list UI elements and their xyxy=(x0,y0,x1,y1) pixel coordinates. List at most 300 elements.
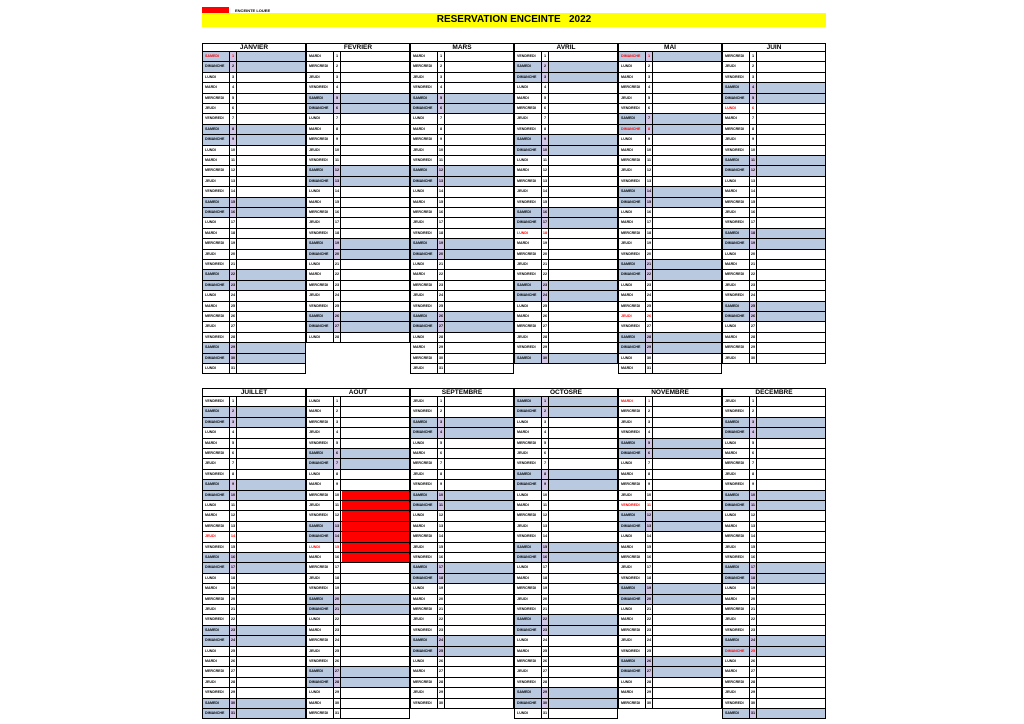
day-row[interactable] xyxy=(618,229,722,239)
day-row[interactable] xyxy=(410,104,514,114)
booking-cell[interactable] xyxy=(550,439,617,448)
day-row[interactable] xyxy=(722,699,826,709)
booking-cell[interactable] xyxy=(654,636,721,645)
day-row[interactable] xyxy=(618,636,722,646)
booking-cell[interactable] xyxy=(550,574,617,583)
day-row[interactable] xyxy=(618,322,722,332)
day-row[interactable] xyxy=(202,135,306,145)
booking-cell[interactable] xyxy=(550,83,617,92)
day-row[interactable] xyxy=(514,177,618,187)
booking-cell[interactable] xyxy=(758,636,825,645)
booking-cell[interactable] xyxy=(238,605,305,614)
booking-cell[interactable] xyxy=(550,229,617,238)
day-row[interactable] xyxy=(306,302,410,312)
booking-cell[interactable] xyxy=(550,270,617,279)
day-row[interactable] xyxy=(306,208,410,218)
day-row[interactable] xyxy=(202,114,306,124)
booking-cell[interactable] xyxy=(758,605,825,614)
booking-cell[interactable] xyxy=(238,657,305,666)
booking-cell[interactable] xyxy=(238,312,305,321)
day-row[interactable] xyxy=(618,198,722,208)
day-row[interactable] xyxy=(722,302,826,312)
booking-cell[interactable] xyxy=(342,615,409,624)
day-row[interactable] xyxy=(722,584,826,594)
day-row[interactable] xyxy=(514,657,618,667)
day-row[interactable] xyxy=(514,114,618,124)
booking-cell[interactable] xyxy=(758,135,825,144)
booking-cell[interactable] xyxy=(446,511,513,520)
booking-cell[interactable] xyxy=(446,553,513,562)
day-row[interactable] xyxy=(202,667,306,677)
booking-cell[interactable] xyxy=(550,470,617,479)
day-row[interactable] xyxy=(202,470,306,480)
day-row[interactable] xyxy=(410,480,514,490)
day-row[interactable] xyxy=(722,322,826,332)
day-row[interactable] xyxy=(306,636,410,646)
day-row[interactable] xyxy=(306,647,410,657)
booking-cell[interactable] xyxy=(342,333,409,342)
day-row[interactable] xyxy=(722,543,826,553)
booking-cell[interactable] xyxy=(342,104,409,113)
day-row[interactable] xyxy=(514,291,618,301)
day-row[interactable] xyxy=(514,156,618,166)
booking-cell[interactable] xyxy=(342,281,409,290)
booking-cell[interactable] xyxy=(654,198,721,207)
day-row[interactable] xyxy=(202,187,306,197)
day-row[interactable] xyxy=(514,667,618,677)
booking-cell[interactable] xyxy=(446,291,513,300)
day-row[interactable] xyxy=(514,543,618,553)
booking-cell[interactable] xyxy=(446,343,513,352)
booking-cell[interactable] xyxy=(758,239,825,248)
day-row[interactable] xyxy=(202,459,306,469)
booking-cell[interactable] xyxy=(342,595,409,604)
day-row[interactable] xyxy=(410,470,514,480)
day-row[interactable] xyxy=(618,574,722,584)
booking-cell[interactable] xyxy=(342,166,409,175)
day-row[interactable] xyxy=(514,709,618,719)
day-row[interactable] xyxy=(514,198,618,208)
booking-cell[interactable] xyxy=(550,563,617,572)
booking-cell[interactable] xyxy=(238,511,305,520)
booking-cell[interactable] xyxy=(342,94,409,103)
day-row[interactable] xyxy=(618,511,722,521)
booking-cell[interactable] xyxy=(446,584,513,593)
day-row[interactable] xyxy=(618,626,722,636)
day-row[interactable] xyxy=(722,428,826,438)
booking-cell[interactable] xyxy=(758,187,825,196)
booking-cell[interactable] xyxy=(654,543,721,552)
booking-cell[interactable] xyxy=(654,270,721,279)
booking-cell[interactable] xyxy=(758,62,825,71)
day-row[interactable] xyxy=(306,626,410,636)
day-row[interactable] xyxy=(722,397,826,407)
booking-cell[interactable] xyxy=(550,281,617,290)
day-row[interactable] xyxy=(410,62,514,72)
day-row[interactable] xyxy=(306,62,410,72)
day-row[interactable] xyxy=(618,354,722,364)
day-row[interactable] xyxy=(410,354,514,364)
day-row[interactable] xyxy=(722,166,826,176)
booking-cell[interactable] xyxy=(446,260,513,269)
day-row[interactable] xyxy=(202,62,306,72)
day-row[interactable] xyxy=(514,428,618,438)
day-row[interactable] xyxy=(306,657,410,667)
day-row[interactable] xyxy=(202,491,306,501)
day-row[interactable] xyxy=(618,343,722,353)
booking-cell[interactable] xyxy=(342,322,409,331)
day-row[interactable] xyxy=(618,83,722,93)
day-row[interactable] xyxy=(514,166,618,176)
booking-cell[interactable] xyxy=(238,218,305,227)
booking-cell[interactable] xyxy=(758,104,825,113)
day-row[interactable] xyxy=(618,250,722,260)
booking-cell[interactable] xyxy=(446,480,513,489)
booking-cell[interactable] xyxy=(758,678,825,687)
booking-cell[interactable] xyxy=(446,678,513,687)
day-row[interactable] xyxy=(618,104,722,114)
reserved-cell[interactable] xyxy=(342,511,409,520)
booking-cell[interactable] xyxy=(446,595,513,604)
booking-cell[interactable] xyxy=(342,114,409,123)
booking-cell[interactable] xyxy=(342,709,409,718)
booking-cell[interactable] xyxy=(238,322,305,331)
booking-cell[interactable] xyxy=(446,52,513,61)
booking-cell[interactable] xyxy=(758,407,825,416)
booking-cell[interactable] xyxy=(550,312,617,321)
booking-cell[interactable] xyxy=(758,667,825,676)
booking-cell[interactable] xyxy=(342,459,409,468)
booking-cell[interactable] xyxy=(238,177,305,186)
day-row[interactable] xyxy=(202,543,306,553)
booking-cell[interactable] xyxy=(758,125,825,134)
day-row[interactable] xyxy=(514,626,618,636)
day-row[interactable] xyxy=(410,532,514,542)
booking-cell[interactable] xyxy=(238,532,305,541)
booking-cell[interactable] xyxy=(550,218,617,227)
day-row[interactable] xyxy=(410,615,514,625)
booking-cell[interactable] xyxy=(654,501,721,510)
day-row[interactable] xyxy=(514,532,618,542)
day-row[interactable] xyxy=(306,291,410,301)
day-row[interactable] xyxy=(618,563,722,573)
booking-cell[interactable] xyxy=(342,62,409,71)
day-row[interactable] xyxy=(410,407,514,417)
booking-cell[interactable] xyxy=(654,146,721,155)
day-row[interactable] xyxy=(514,187,618,197)
booking-cell[interactable] xyxy=(446,135,513,144)
booking-cell[interactable] xyxy=(238,125,305,134)
booking-cell[interactable] xyxy=(238,62,305,71)
booking-cell[interactable] xyxy=(550,511,617,520)
day-row[interactable] xyxy=(410,647,514,657)
day-row[interactable] xyxy=(306,511,410,521)
day-row[interactable] xyxy=(514,449,618,459)
booking-cell[interactable] xyxy=(550,647,617,656)
booking-cell[interactable] xyxy=(550,636,617,645)
day-row[interactable] xyxy=(722,260,826,270)
day-row[interactable] xyxy=(306,709,410,719)
booking-cell[interactable] xyxy=(654,229,721,238)
booking-cell[interactable] xyxy=(446,187,513,196)
booking-cell[interactable] xyxy=(654,62,721,71)
booking-cell[interactable] xyxy=(654,699,721,708)
day-row[interactable] xyxy=(514,636,618,646)
day-row[interactable] xyxy=(514,73,618,83)
day-row[interactable] xyxy=(514,239,618,249)
booking-cell[interactable] xyxy=(654,459,721,468)
day-row[interactable] xyxy=(202,260,306,270)
reserved-cell[interactable] xyxy=(342,491,409,500)
booking-cell[interactable] xyxy=(550,407,617,416)
day-row[interactable] xyxy=(722,73,826,83)
booking-cell[interactable] xyxy=(758,470,825,479)
booking-cell[interactable] xyxy=(446,397,513,406)
booking-cell[interactable] xyxy=(654,250,721,259)
day-row[interactable] xyxy=(410,239,514,249)
booking-cell[interactable] xyxy=(758,615,825,624)
day-row[interactable] xyxy=(618,522,722,532)
day-row[interactable] xyxy=(722,491,826,501)
booking-cell[interactable] xyxy=(758,522,825,531)
booking-cell[interactable] xyxy=(654,239,721,248)
booking-cell[interactable] xyxy=(550,678,617,687)
booking-cell[interactable] xyxy=(238,459,305,468)
booking-cell[interactable] xyxy=(654,52,721,61)
day-row[interactable] xyxy=(618,584,722,594)
booking-cell[interactable] xyxy=(758,397,825,406)
booking-cell[interactable] xyxy=(654,605,721,614)
booking-cell[interactable] xyxy=(238,270,305,279)
day-row[interactable] xyxy=(722,135,826,145)
day-row[interactable] xyxy=(618,449,722,459)
booking-cell[interactable] xyxy=(238,407,305,416)
day-row[interactable] xyxy=(410,260,514,270)
day-row[interactable] xyxy=(514,229,618,239)
booking-cell[interactable] xyxy=(758,449,825,458)
day-row[interactable] xyxy=(410,501,514,511)
day-row[interactable] xyxy=(306,418,410,428)
day-row[interactable] xyxy=(514,574,618,584)
booking-cell[interactable] xyxy=(654,94,721,103)
day-row[interactable] xyxy=(722,218,826,228)
day-row[interactable] xyxy=(410,187,514,197)
day-row[interactable] xyxy=(202,428,306,438)
day-row[interactable] xyxy=(306,125,410,135)
booking-cell[interactable] xyxy=(342,125,409,134)
day-row[interactable] xyxy=(722,563,826,573)
day-row[interactable] xyxy=(514,470,618,480)
day-row[interactable] xyxy=(410,312,514,322)
day-row[interactable] xyxy=(410,688,514,698)
booking-cell[interactable] xyxy=(758,83,825,92)
day-row[interactable] xyxy=(618,428,722,438)
booking-cell[interactable] xyxy=(654,595,721,604)
booking-cell[interactable] xyxy=(550,239,617,248)
day-row[interactable] xyxy=(722,156,826,166)
booking-cell[interactable] xyxy=(758,333,825,342)
booking-cell[interactable] xyxy=(758,480,825,489)
booking-cell[interactable] xyxy=(238,104,305,113)
day-row[interactable] xyxy=(618,281,722,291)
booking-cell[interactable] xyxy=(758,52,825,61)
booking-cell[interactable] xyxy=(758,354,825,363)
day-row[interactable] xyxy=(202,229,306,239)
booking-cell[interactable] xyxy=(342,135,409,144)
day-row[interactable] xyxy=(722,511,826,521)
day-row[interactable] xyxy=(514,459,618,469)
booking-cell[interactable] xyxy=(758,657,825,666)
day-row[interactable] xyxy=(306,678,410,688)
booking-cell[interactable] xyxy=(342,449,409,458)
day-row[interactable] xyxy=(722,418,826,428)
day-row[interactable] xyxy=(202,73,306,83)
day-row[interactable] xyxy=(202,407,306,417)
booking-cell[interactable] xyxy=(550,354,617,363)
day-row[interactable] xyxy=(202,657,306,667)
day-row[interactable] xyxy=(514,615,618,625)
booking-cell[interactable] xyxy=(238,553,305,562)
day-row[interactable] xyxy=(514,302,618,312)
day-row[interactable] xyxy=(618,459,722,469)
booking-cell[interactable] xyxy=(238,250,305,259)
day-row[interactable] xyxy=(410,291,514,301)
day-row[interactable] xyxy=(202,553,306,563)
booking-cell[interactable] xyxy=(550,302,617,311)
day-row[interactable] xyxy=(618,699,722,709)
day-row[interactable] xyxy=(410,156,514,166)
booking-cell[interactable] xyxy=(550,177,617,186)
booking-cell[interactable] xyxy=(550,532,617,541)
booking-cell[interactable] xyxy=(446,407,513,416)
reserved-cell[interactable] xyxy=(342,553,409,562)
day-row[interactable] xyxy=(618,667,722,677)
day-row[interactable] xyxy=(618,407,722,417)
day-row[interactable] xyxy=(514,480,618,490)
day-row[interactable] xyxy=(618,239,722,249)
day-row[interactable] xyxy=(514,250,618,260)
day-row[interactable] xyxy=(618,647,722,657)
booking-cell[interactable] xyxy=(238,699,305,708)
day-row[interactable] xyxy=(202,584,306,594)
day-row[interactable] xyxy=(202,270,306,280)
booking-cell[interactable] xyxy=(238,166,305,175)
day-row[interactable] xyxy=(514,146,618,156)
day-row[interactable] xyxy=(722,343,826,353)
booking-cell[interactable] xyxy=(446,626,513,635)
day-row[interactable] xyxy=(202,156,306,166)
day-row[interactable] xyxy=(306,459,410,469)
day-row[interactable] xyxy=(306,584,410,594)
booking-cell[interactable] xyxy=(758,166,825,175)
day-row[interactable] xyxy=(306,260,410,270)
day-row[interactable] xyxy=(410,522,514,532)
booking-cell[interactable] xyxy=(758,94,825,103)
booking-cell[interactable] xyxy=(758,73,825,82)
booking-cell[interactable] xyxy=(342,302,409,311)
booking-cell[interactable] xyxy=(550,522,617,531)
day-row[interactable] xyxy=(202,397,306,407)
booking-cell[interactable] xyxy=(446,208,513,217)
booking-cell[interactable] xyxy=(238,574,305,583)
day-row[interactable] xyxy=(202,647,306,657)
booking-cell[interactable] xyxy=(550,428,617,437)
booking-cell[interactable] xyxy=(446,605,513,614)
booking-cell[interactable] xyxy=(238,83,305,92)
booking-cell[interactable] xyxy=(446,333,513,342)
booking-cell[interactable] xyxy=(758,584,825,593)
booking-cell[interactable] xyxy=(550,449,617,458)
day-row[interactable] xyxy=(722,449,826,459)
booking-cell[interactable] xyxy=(758,574,825,583)
booking-cell[interactable] xyxy=(446,83,513,92)
booking-cell[interactable] xyxy=(550,418,617,427)
booking-cell[interactable] xyxy=(758,208,825,217)
booking-cell[interactable] xyxy=(342,407,409,416)
day-row[interactable] xyxy=(202,364,306,374)
day-row[interactable] xyxy=(618,688,722,698)
booking-cell[interactable] xyxy=(654,187,721,196)
booking-cell[interactable] xyxy=(758,281,825,290)
booking-cell[interactable] xyxy=(342,574,409,583)
day-row[interactable] xyxy=(618,291,722,301)
day-row[interactable] xyxy=(306,470,410,480)
day-row[interactable] xyxy=(202,636,306,646)
booking-cell[interactable] xyxy=(550,595,617,604)
day-row[interactable] xyxy=(410,511,514,521)
booking-cell[interactable] xyxy=(758,250,825,259)
booking-cell[interactable] xyxy=(654,657,721,666)
booking-cell[interactable] xyxy=(238,688,305,697)
booking-cell[interactable] xyxy=(758,229,825,238)
booking-cell[interactable] xyxy=(446,94,513,103)
day-row[interactable] xyxy=(722,667,826,677)
booking-cell[interactable] xyxy=(654,678,721,687)
booking-cell[interactable] xyxy=(446,418,513,427)
day-row[interactable] xyxy=(306,312,410,322)
day-row[interactable] xyxy=(410,543,514,553)
booking-cell[interactable] xyxy=(550,709,617,718)
day-row[interactable] xyxy=(618,302,722,312)
booking-cell[interactable] xyxy=(654,208,721,217)
day-row[interactable] xyxy=(514,135,618,145)
booking-cell[interactable] xyxy=(758,418,825,427)
booking-cell[interactable] xyxy=(446,688,513,697)
day-row[interactable] xyxy=(306,397,410,407)
booking-cell[interactable] xyxy=(342,626,409,635)
booking-cell[interactable] xyxy=(654,322,721,331)
day-row[interactable] xyxy=(306,574,410,584)
day-row[interactable] xyxy=(202,605,306,615)
booking-cell[interactable] xyxy=(238,501,305,510)
booking-cell[interactable] xyxy=(654,166,721,175)
booking-cell[interactable] xyxy=(446,647,513,656)
booking-cell[interactable] xyxy=(550,667,617,676)
day-row[interactable] xyxy=(618,491,722,501)
day-row[interactable] xyxy=(722,574,826,584)
reserved-cell[interactable] xyxy=(342,532,409,541)
day-row[interactable] xyxy=(722,291,826,301)
day-row[interactable] xyxy=(722,281,826,291)
day-row[interactable] xyxy=(722,83,826,93)
day-row[interactable] xyxy=(306,501,410,511)
day-row[interactable] xyxy=(410,699,514,709)
booking-cell[interactable] xyxy=(550,187,617,196)
day-row[interactable] xyxy=(306,553,410,563)
day-row[interactable] xyxy=(306,407,410,417)
day-row[interactable] xyxy=(410,208,514,218)
day-row[interactable] xyxy=(410,626,514,636)
